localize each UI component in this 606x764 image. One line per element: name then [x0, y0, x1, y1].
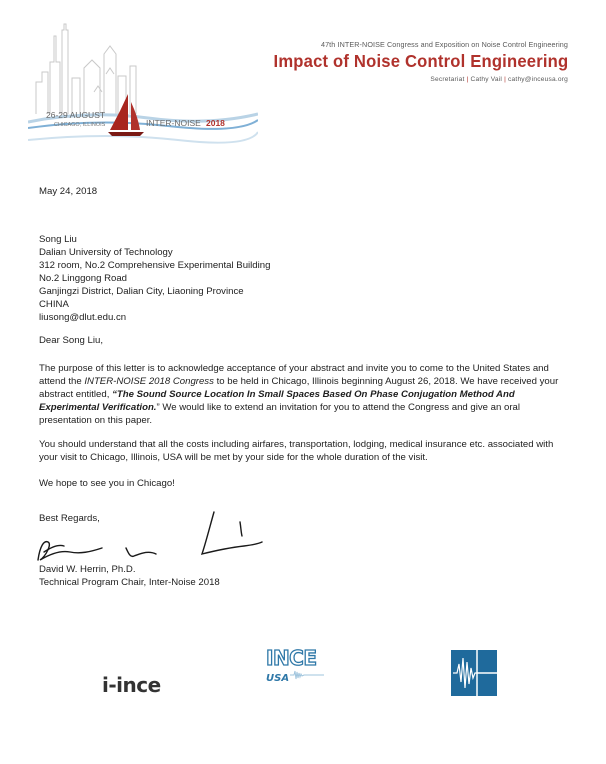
ince-usa-logo	[266, 648, 328, 692]
closing: Best Regards,	[39, 513, 100, 524]
salutation: Dear Song Liu,	[39, 335, 103, 346]
paragraph-text: The purpose of this letter is to acknowledge acceptance of your abstract and invite you to come to the United States and attend the	[39, 363, 549, 387]
paragraph-text: ” We would like to extend an invitation for you to attend the Congress and give an oral presentation on this paper.	[39, 402, 521, 426]
acoustic-society-logo	[451, 650, 497, 696]
chicago-skyline-sailboat-logo	[28, 22, 258, 152]
logo-event: INTER-NOISE	[146, 118, 201, 128]
recipient-line: Ganjingzi District, Dalian City, Liaoning Province	[39, 286, 244, 297]
letterhead-header	[258, 40, 568, 83]
paragraph-closing-hope: We hope to see you in Chicago!	[39, 478, 175, 489]
logo-year: 2018	[206, 118, 225, 128]
contact-line: Secretariat | Cathy Vail | cathy@inceusa.org	[430, 76, 568, 83]
congress-name: INTER-NOISE 2018 Congress	[84, 376, 214, 387]
paragraph-text: to be held in Chicago, Illinois beginning August 26, 2018. We have received your abstract entitled,	[39, 376, 559, 400]
inter-noise-2018-logo	[28, 22, 258, 152]
handwritten-signature	[30, 508, 280, 570]
contact-name: Cathy Vail	[470, 76, 503, 83]
waveform-icon	[451, 650, 497, 696]
recipient-email: liusong@dlut.edu.cn	[39, 312, 127, 323]
signer-name: David W. Herrin, Ph.D.	[39, 564, 136, 575]
recipient-address	[39, 233, 270, 324]
logo-dates: 26-29 AUGUST	[46, 110, 106, 120]
letter-date: May 24, 2018	[39, 186, 98, 197]
i-ince-logo	[102, 673, 161, 697]
recipient-line: Dalian University of Technology	[39, 247, 173, 258]
signer-title: Technical Program Chair, Inter-Noise 2018	[39, 577, 220, 588]
tagline: Impact of Noise Control Engineering	[273, 51, 568, 71]
sound-wave-icon	[290, 669, 324, 681]
congress-line: 47th INTER-NOISE Congress and Exposition on Noise Control Engineering	[320, 40, 568, 49]
paragraph-acceptance	[39, 362, 567, 427]
ince-text: INCE	[266, 646, 317, 670]
paragraph-costs: You should understand that all the costs including airfares, transportation, lodging, medical insurance etc. associated with your visit to Chicago, Illinois, USA will be met by your side for the whole duration of the visit.	[39, 439, 554, 463]
recipient-line: Song Liu	[39, 234, 77, 245]
signer-block	[39, 563, 220, 589]
recipient-line: CHINA	[39, 299, 69, 310]
recipient-line: 312 room, No.2 Comprehensive Experimental Building	[39, 260, 271, 271]
usa-text: USA	[266, 673, 290, 684]
logo-city: CHICAGO, ILLINOIS	[54, 122, 106, 128]
secretariat-label: Secretariat	[430, 76, 465, 83]
recipient-line: No.2 Linggong Road	[39, 273, 128, 284]
i-ince-text: i-ince	[102, 673, 161, 697]
contact-email[interactable]: cathy@inceusa.org	[508, 76, 568, 83]
abstract-title: “The Sound Source Location In Small Spaces Based On Phase Conjugation Method And Experimental Verification.	[39, 389, 515, 413]
usa-row	[266, 668, 328, 682]
